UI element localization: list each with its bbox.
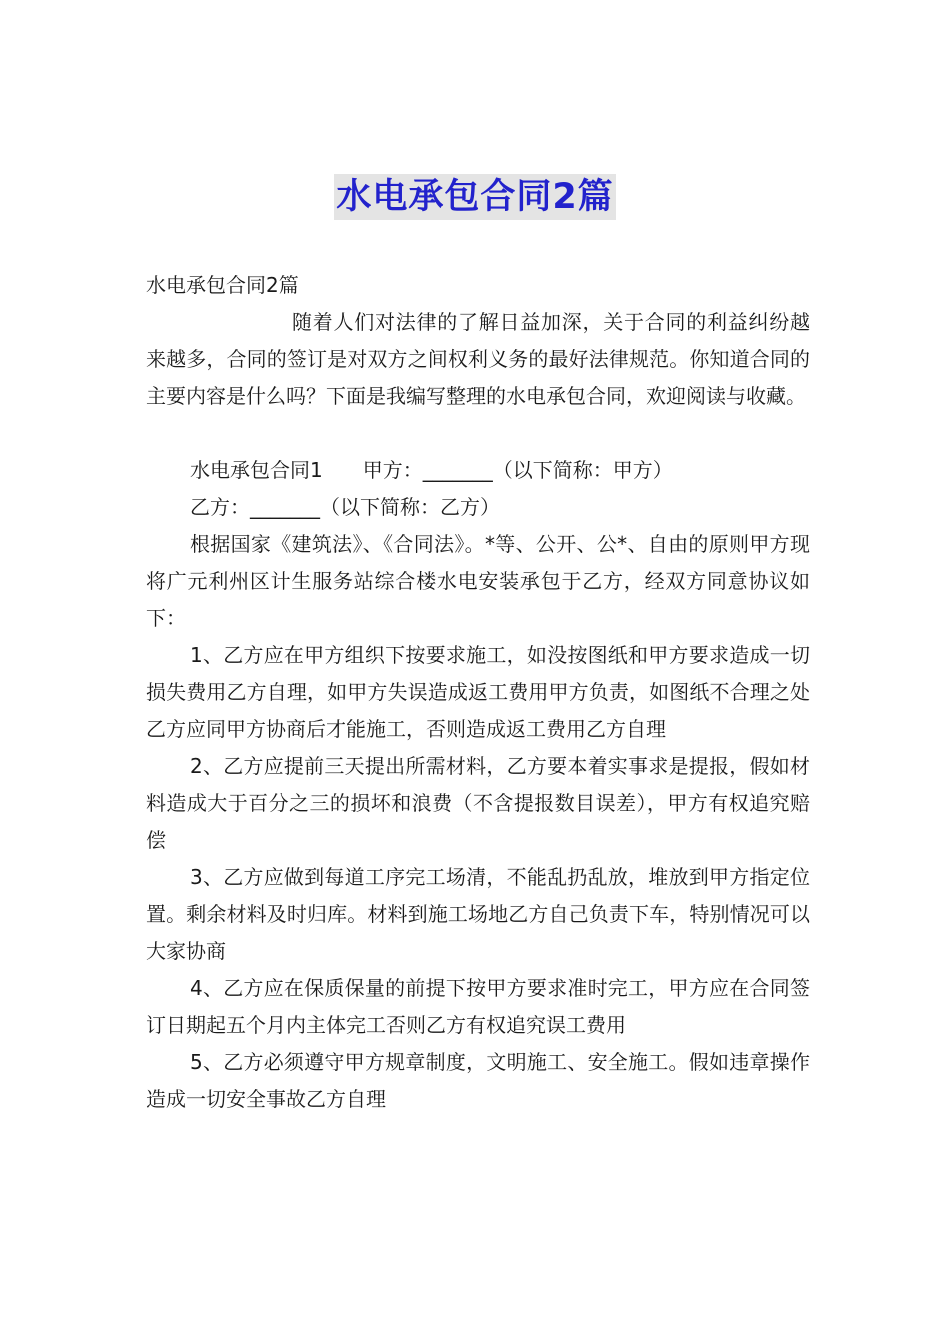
- party-a-line: 甲方：_______（以下简称：甲方）: [362, 458, 673, 482]
- clause-3: 3、乙方应做到每道工序完工场清，不能乱扔乱放，堆放到甲方指定位置。剩余材料及时归库。材料到施工场地乙方自己负责下车，特别情况可以大家协商: [146, 865, 810, 963]
- document-subtitle: 水电承包合同2篇: [146, 273, 299, 297]
- clause-5: 5、乙方必须遵守甲方规章制度，文明施工、安全施工。假如违章操作造成一切安全事故乙方自理: [146, 1050, 810, 1111]
- paragraph-gap: [146, 415, 810, 452]
- contract-heading-line: [146, 452, 810, 489]
- clause-4: 4、乙方应在保质保量的前提下按甲方要求准时完工，甲方应在合同签订日期起五个月内主体完工否则乙方有权追究误工费用: [146, 976, 810, 1037]
- document-body: [146, 267, 810, 1118]
- contract1-label: 水电承包合同1: [190, 458, 323, 482]
- party-b-line: 乙方：_______（以下简称：乙方）: [190, 495, 500, 519]
- preamble-paragraph: 根据国家《建筑法》、《合同法》。*等、公开、公*、自由的原则甲方现将广元利州区计生服务站综合楼水电安装承包于乙方，经双方同意协议如下：: [146, 532, 810, 630]
- document-title: 水电承包合同2篇: [334, 174, 615, 220]
- intro-paragraph: 随着人们对法律的了解日益加深，关于合同的利益纠纷越来越多，合同的签订是对双方之间权利义务的最好法律规范。你知道合同的主要内容是什么吗？下面是我编写整理的水电承包合同，欢迎阅读与收藏。: [146, 310, 810, 408]
- title-container: [0, 174, 950, 220]
- clause-2: 2、乙方应提前三天提出所需材料，乙方要本着实事求是提报，假如材料造成大于百分之三的损坏和浪费（不含提报数目误差），甲方有权追究赔偿: [146, 754, 810, 852]
- clause-1: 1、乙方应在甲方组织下按要求施工，如没按图纸和甲方要求造成一切损失费用乙方自理，如甲方失误造成返工费用甲方负责，如图纸不合理之处乙方应同甲方协商后才能施工，否则造成返工费用乙方自理: [146, 643, 810, 741]
